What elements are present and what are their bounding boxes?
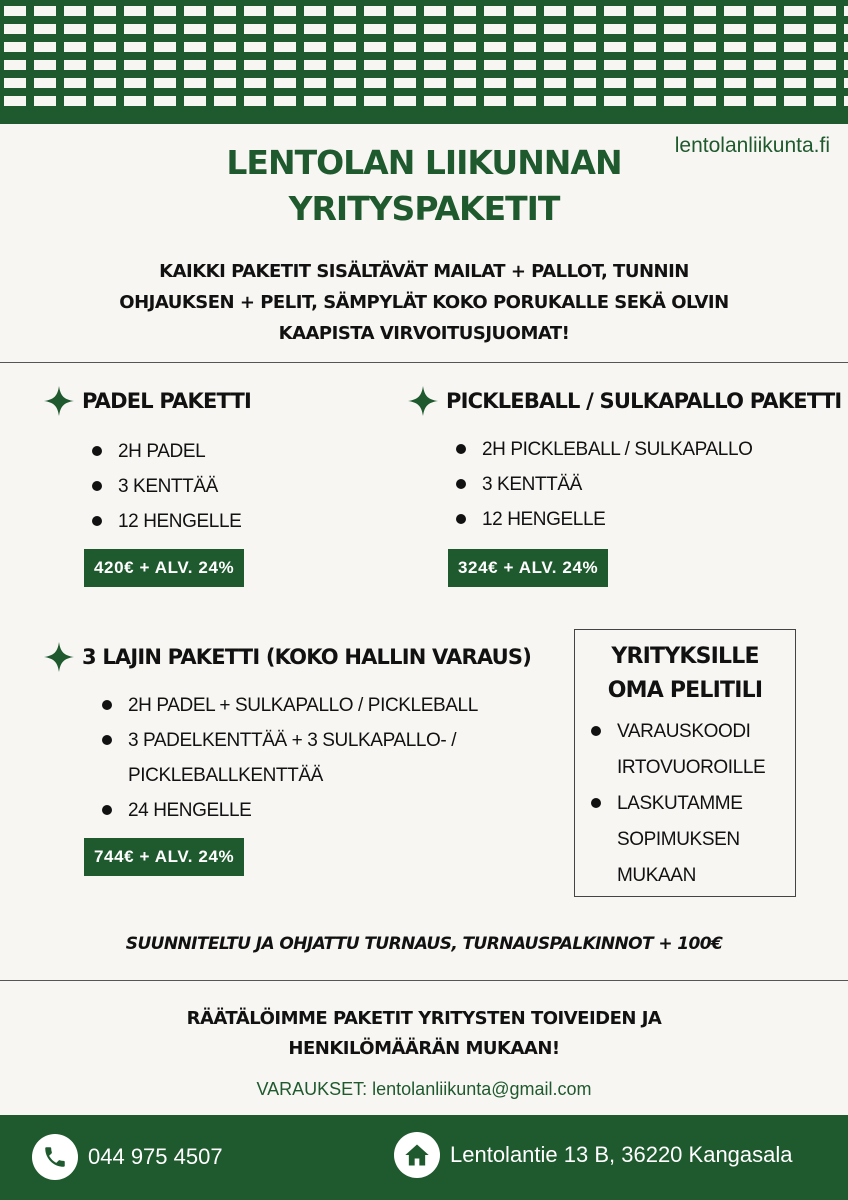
address-text: Lentolantie 13 B, 36220 Kangasala bbox=[450, 1142, 793, 1167]
footer-phone[interactable] bbox=[32, 1134, 223, 1180]
list-item: 24 HENGELLE bbox=[100, 793, 531, 828]
net-grid-decoration bbox=[0, 0, 848, 124]
custom-line-2: HENKILÖMÄÄRÄN MUKAAN! bbox=[288, 1038, 560, 1059]
package-items bbox=[100, 688, 531, 828]
footer-address bbox=[394, 1132, 793, 1178]
box-title bbox=[575, 640, 795, 708]
list-item bbox=[589, 786, 795, 894]
package-title bbox=[44, 386, 251, 416]
package-pickleball bbox=[408, 386, 841, 537]
title-line-1: LENTOLAN LIIKUNNAN bbox=[226, 143, 622, 182]
item-line: LASKUTAMME bbox=[617, 793, 743, 814]
price-badge: 420€ + ALV. 24% bbox=[84, 549, 244, 587]
website-link[interactable]: lentolanliikunta.fi bbox=[674, 134, 830, 157]
home-icon bbox=[394, 1132, 440, 1178]
list-item: 3 KENTTÄÄ bbox=[454, 467, 841, 502]
package-three-sports bbox=[44, 642, 531, 828]
package-title-text: PICKLEBALL / SULKAPALLO PAKETTI bbox=[446, 389, 842, 413]
custom-packages-text bbox=[120, 1004, 728, 1064]
item-line: SOPIMUKSEN bbox=[617, 829, 740, 850]
tournament-addon: SUUNNITELTU JA OHJATTU TURNAUS, TURNAUSPALKINNOT + 100€ bbox=[125, 934, 723, 954]
list-item bbox=[100, 758, 531, 793]
package-title-text: PADEL PAKETTI bbox=[82, 389, 252, 413]
intro-line-3: KAAPISTA VIRVOITUSJUOMAT! bbox=[278, 323, 570, 344]
footer-bar bbox=[0, 1115, 848, 1200]
custom-line-1: RÄÄTÄLÖIMME PAKETIT YRITYSTEN TOIVEIDEN JA bbox=[186, 1008, 662, 1029]
list-item: 3 PADELKENTTÄÄ + 3 SULKAPALLO- / bbox=[100, 723, 531, 758]
title-line-2: YRITYSPAKETIT bbox=[288, 189, 560, 228]
package-title bbox=[408, 386, 841, 416]
package-items bbox=[454, 432, 841, 537]
list-item: 3 KENTTÄÄ bbox=[90, 469, 251, 504]
phone-number: 044 975 4507 bbox=[88, 1144, 223, 1169]
package-title-text: 3 LAJIN PAKETTI (KOKO HALLIN VARAUS) bbox=[82, 645, 532, 669]
intro-text bbox=[100, 256, 748, 349]
list-item bbox=[589, 714, 795, 786]
divider-bottom bbox=[0, 980, 848, 981]
list-item: 2H PADEL + SULKAPALLO / PICKLEBALL bbox=[100, 688, 531, 723]
intro-line-2: OHJAUKSEN + PELIT, SÄMPYLÄT KOKO PORUKALLE SEKÄ OLVIN bbox=[119, 292, 729, 313]
list-item: 12 HENGELLE bbox=[454, 502, 841, 537]
package-padel bbox=[44, 386, 251, 539]
four-point-star-icon bbox=[408, 386, 438, 416]
package-title bbox=[44, 642, 531, 672]
company-account-box bbox=[574, 629, 796, 897]
booking-email[interactable]: VARAUKSET: lentolanliikunta@gmail.com bbox=[256, 1079, 592, 1099]
package-items bbox=[90, 434, 251, 539]
four-point-star-icon bbox=[44, 642, 74, 672]
list-item-continuation: PICKLEBALLKENTTÄÄ bbox=[128, 765, 323, 786]
price-badge: 324€ + ALV. 24% bbox=[448, 549, 608, 587]
list-item: 2H PICKLEBALL / SULKAPALLO bbox=[454, 432, 841, 467]
box-title-line-1: YRITYKSILLE bbox=[611, 644, 759, 669]
list-item: 12 HENGELLE bbox=[90, 504, 251, 539]
item-line: MUKAAN bbox=[617, 865, 696, 886]
box-items bbox=[589, 714, 795, 894]
item-line: IRTOVUOROILLE bbox=[617, 757, 766, 778]
four-point-star-icon bbox=[44, 386, 74, 416]
phone-icon bbox=[32, 1134, 78, 1180]
page-title bbox=[0, 140, 848, 232]
item-line: VARAUSKOODI bbox=[617, 721, 751, 742]
price-badge: 744€ + ALV. 24% bbox=[84, 838, 244, 876]
divider-top bbox=[0, 362, 848, 363]
list-item: 2H PADEL bbox=[90, 434, 251, 469]
intro-line-1: KAIKKI PAKETIT SISÄLTÄVÄT MAILAT + PALLOT, TUNNIN bbox=[159, 261, 689, 282]
box-title-line-2: OMA PELITILI bbox=[607, 678, 763, 703]
